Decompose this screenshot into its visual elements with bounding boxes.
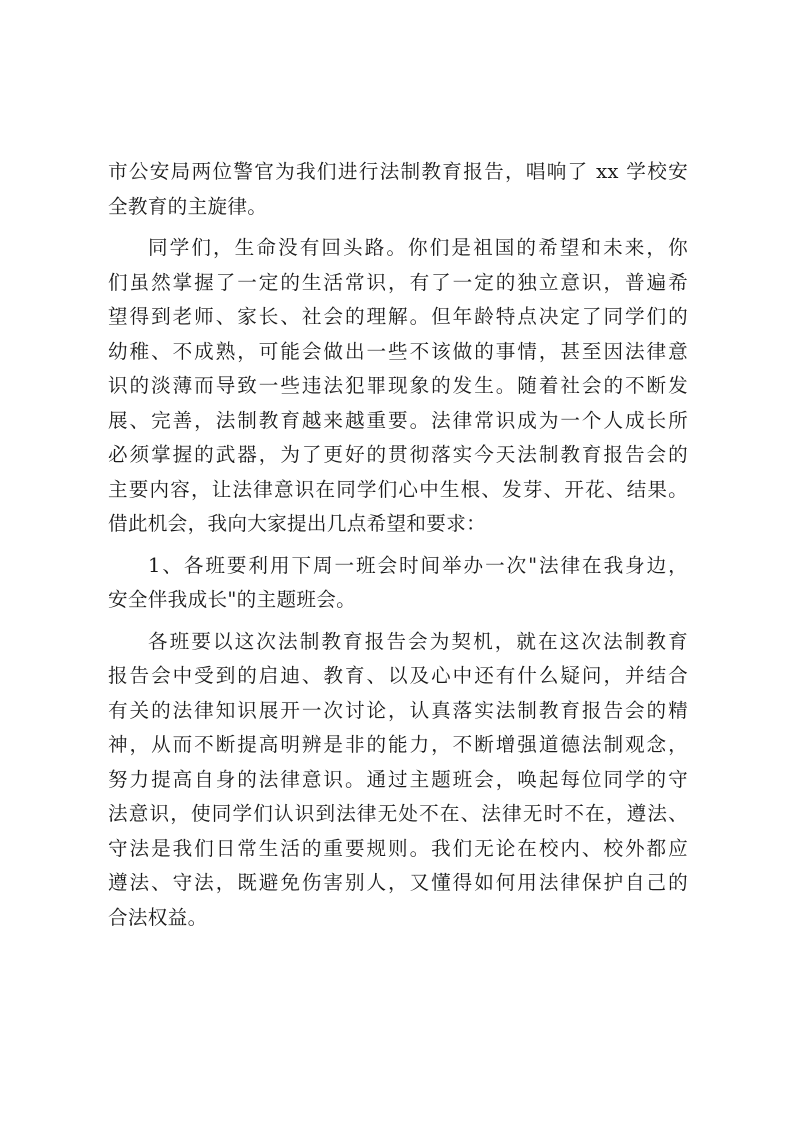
text-line: 遵法、守法，既避免伤害别人，又懂得如何用法律保护自己的 — [108, 871, 688, 894]
text-line: 望得到老师、家长、社会的理解。但年龄特点决定了同学们的 — [108, 305, 688, 328]
paragraph-4 — [108, 625, 688, 936]
text-line: 市公安局两位警官为我们进行法制教育报告，唱响了 xx 学校安 — [108, 160, 688, 183]
text-line: 借此机会，我向大家提出几点希望和要求： — [108, 512, 486, 535]
text-line: 法意识，使同学们认识到法律无处不在、法律无时不在，遵法、 — [108, 802, 688, 825]
paragraph-1 — [108, 155, 688, 224]
text-line: 识的淡薄而导致一些违法犯罪现象的发生。随着社会的不断发 — [108, 374, 688, 397]
text-line: 们虽然掌握了一定的生活常识，有了一定的独立意识，普遍希 — [108, 270, 688, 294]
text-line: 神，从而不断提高明辨是非的能力，不断增强道德法制观念， — [108, 733, 688, 756]
text-line: 全教育的主旋律。 — [108, 194, 268, 218]
text-line: 幼稚、不成熟，可能会做出一些不该做的事情，甚至因法律意 — [108, 339, 688, 363]
text-line: 有关的法律知识展开一次讨论，认真落实法制教育报告会的精 — [108, 698, 688, 722]
text-line: 报告会中受到的启迪、教育、以及心中还有什么疑问，并结合 — [108, 664, 688, 687]
text-line: 各班要以这次法制教育报告会为契机，就在这次法制教育 — [148, 629, 688, 653]
text-line: 展、完善，法制教育越来越重要。法律常识成为一个人成长所 — [108, 408, 688, 432]
text-line: 安全伴我成长"的主题班会。 — [108, 588, 357, 611]
text-line: 1、各班要利用下周一班会时间举办一次"法律在我身边， — [148, 553, 688, 577]
text-line: 守法是我们日常生活的重要规则。我们无论在校内、校外都应 — [108, 836, 688, 860]
paragraph-2 — [108, 231, 688, 542]
text-line: 必须掌握的武器，为了更好的贯彻落实今天法制教育报告会的 — [108, 443, 688, 466]
document-body — [108, 155, 688, 942]
text-line: 合法权益。 — [108, 905, 208, 929]
text-line: 主要内容，让法律意识在同学们心中生根、发芽、开花、结果。 — [108, 477, 688, 501]
text-line: 同学们，生命没有回头路。你们是祖国的希望和未来，你 — [148, 236, 688, 259]
paragraph-3 — [108, 549, 688, 618]
text-line: 努力提高自身的法律意识。通过主题班会，唤起每位同学的守 — [108, 767, 688, 791]
